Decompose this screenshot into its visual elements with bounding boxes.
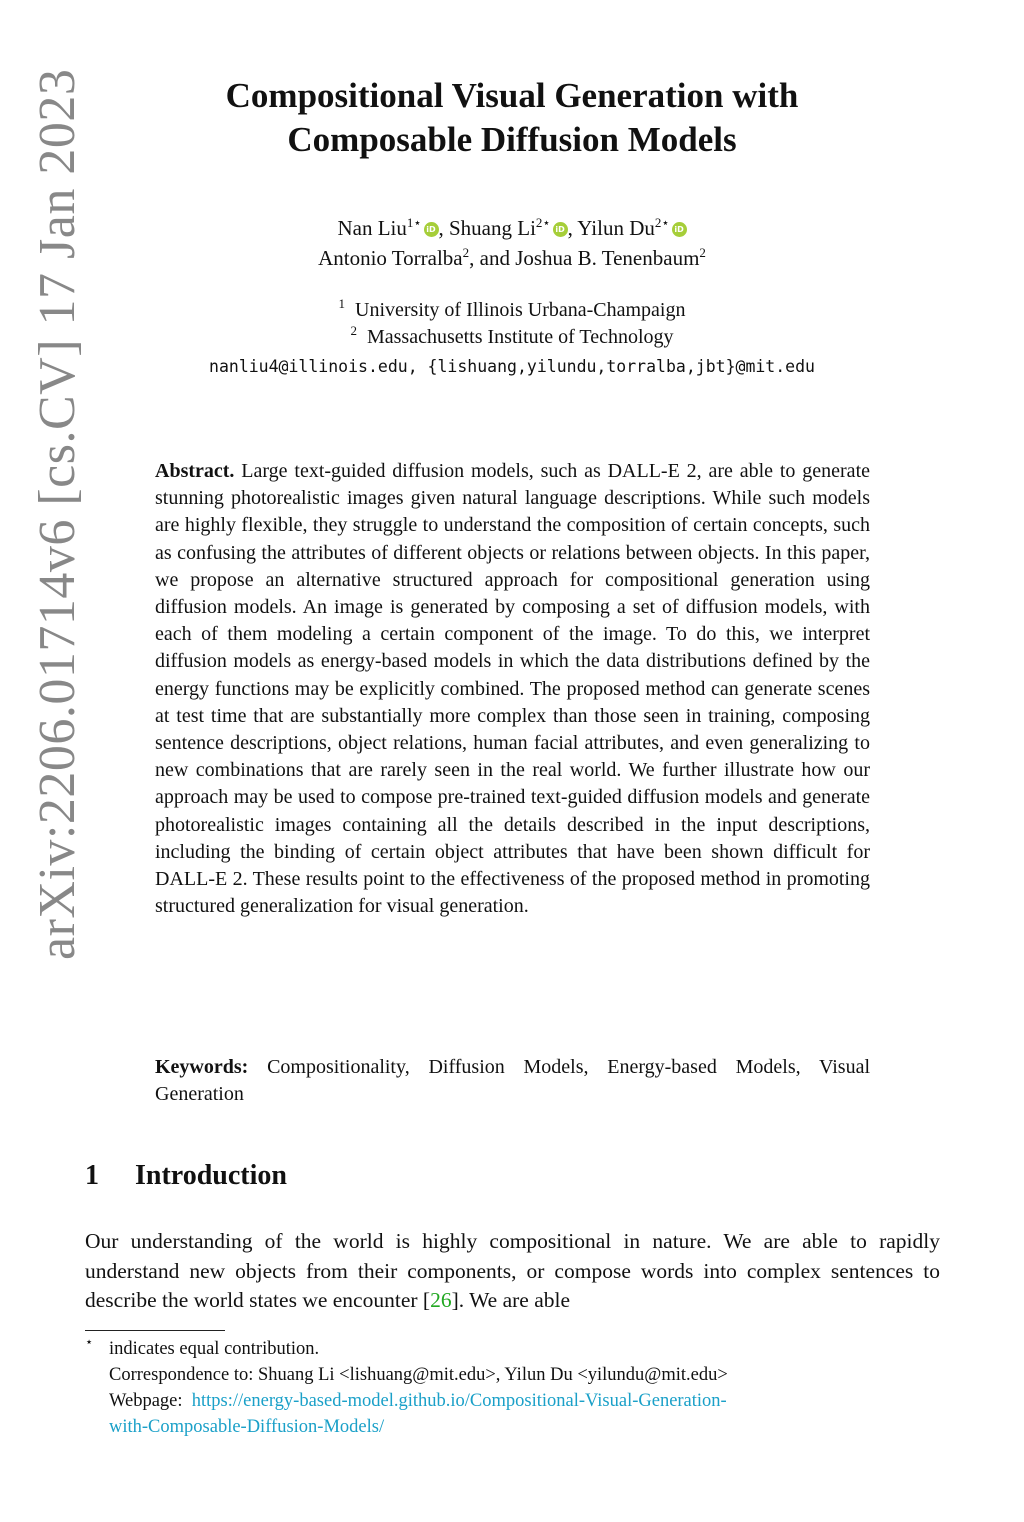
author-line-2 <box>80 246 944 271</box>
footnote-divider <box>85 1330 225 1331</box>
orcid-icon[interactable]: iD <box>424 222 439 237</box>
affiliation-superscript: 2 <box>350 323 357 338</box>
paper-title-line-2: Composable Diffusion Models <box>287 120 737 159</box>
webpage-link-continued[interactable]: with-Composable-Diffusion-Models/ <box>109 1417 385 1437</box>
footnote-webpage <box>85 1388 945 1414</box>
abstract-label: Abstract. <box>155 460 235 482</box>
abstract <box>155 458 870 920</box>
author-name: Antonio Torralba <box>318 246 463 270</box>
affiliation-1 <box>80 296 944 322</box>
author-name: Yilun Du <box>577 216 655 240</box>
keywords <box>155 1054 870 1108</box>
section-heading <box>85 1160 287 1192</box>
citation-link[interactable]: 26 <box>430 1288 452 1312</box>
intro-text: Our understanding of the world is highly compositional in nature. We are able to rapidly understand new objects from their components, or compose words into complex sentences to describe the world states we encounter [ <box>85 1229 940 1312</box>
author-superscript: 2 <box>699 245 706 260</box>
author-emails: nanliu4@illinois.edu, {lishuang,yilundu,torralba,jbt}@mit.edu <box>209 357 815 376</box>
webpage-link[interactable]: https://energy-based-model.github.io/Compositional-Visual-Generation- <box>191 1391 727 1411</box>
webpage-label: Webpage: <box>109 1391 183 1411</box>
author-name: Shuang Li <box>449 216 536 240</box>
orcid-icon[interactable]: iD <box>672 222 687 237</box>
author-superscript: 2⋆ <box>654 215 670 230</box>
intro-text-continued: ]. We are able <box>451 1288 571 1312</box>
author-name: Nan Liu <box>337 216 407 240</box>
footnote-equal-contribution: ⋆ indicates equal contribution. <box>85 1334 320 1359</box>
orcid-icon[interactable]: iD <box>553 222 568 237</box>
affiliation-name: University of Illinois Urbana-Champaign <box>355 299 686 321</box>
footnote-text: indicates equal contribution. <box>109 1339 320 1359</box>
affiliation-2 <box>80 323 944 349</box>
intro-paragraph <box>85 1227 940 1316</box>
footnote-correspondence: Correspondence to: Shuang Li <lishuang@mit.edu>, Yilun Du <yilundu@mit.edu> <box>109 1365 728 1385</box>
footnote-webpage-continued <box>85 1414 945 1440</box>
affiliation-name: Massachusetts Institute of Technology <box>366 326 674 348</box>
keywords-label: Keywords: <box>155 1056 249 1078</box>
author-superscript: 2 <box>462 245 470 260</box>
author-conjunction: , and <box>469 246 516 270</box>
abstract-text: Large text-guided diffusion models, such as DALL-E 2, are able to generate stunning photorealistic images given natural language descriptions. While such models are highly flexible, they struggle to understand the composition of certain concepts, such as confusing the attributes of different objects or relations between objects. In this paper, we propose an alternative structured approach for compositional generation using diffusion models. An image is generated by composing a set of diffusion models, with each of them modeling a certain component of the image. To do this, we interpret diffusion models as energy-based models in which the data distributions defined by the energy functions may be explicitly combined. The proposed method can generate scenes at test time that are substantially more complex than those seen in training, composing sentence descriptions, object relations, human facial attributes, and even generalizing to new combinations that are rarely seen in the real world. We further illustrate how our approach may be used to compose pre-trained text-guided diffusion models and generate photorealistic images containing all the details described in the input descriptions, including the binding of certain object attributes that have been shown difficult for DALL-E 2. These results point to the effectiveness of the proposed method in promoting structured generalization for visual generation. <box>155 460 870 918</box>
author-superscript: 1⋆ <box>406 215 422 230</box>
author-name: Joshua B. Tenenbaum <box>515 246 700 270</box>
section-title: Introduction <box>135 1160 287 1191</box>
section-number: 1 <box>85 1160 99 1191</box>
footnotes <box>85 1336 945 1440</box>
paper-title <box>80 74 944 162</box>
keywords-text: Compositionality, Diffusion Models, Energy-based Models, Visual Generation <box>155 1056 871 1106</box>
author-line-1: Nan Liu$^{1⋆}$ iD , Shuang $Li^{2⋆}$ iD , Yilun $Du^{2⋆}$ iD <box>80 216 944 241</box>
arxiv-identifier-stamp: arXiv:2206.01714v6 [cs.CV] 17 Jan 2023 <box>29 68 86 960</box>
author-superscript: 2⋆ <box>535 215 551 230</box>
affiliation-superscript: 1 <box>338 296 345 311</box>
paper-title-line-1: Compositional Visual Generation with <box>225 76 799 115</box>
